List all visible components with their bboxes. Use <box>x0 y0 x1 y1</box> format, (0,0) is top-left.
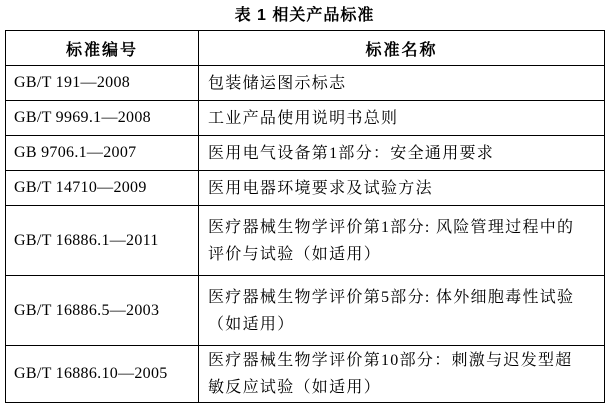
standard-code-cell: GB/T 14710—2009 <box>6 171 199 206</box>
table-row <box>6 346 605 403</box>
standard-name-cell: 医疗器械生物学评价第5部分: 体外细胞毒性试验 （如适用） <box>199 276 605 346</box>
table-row <box>6 276 605 346</box>
table-row <box>6 206 605 276</box>
standard-code-cell: GB 9706.1—2007 <box>6 136 199 171</box>
standard-code-cell: GB/T 191—2008 <box>6 66 199 101</box>
table-title: 表 1 相关产品标准 <box>234 7 375 24</box>
table-row <box>6 66 605 101</box>
table-body <box>6 66 605 403</box>
standard-name-cell: 医疗器械生物学评价第10部分：刺激与迟发型超 敏反应试验（如适用） <box>199 346 605 403</box>
standard-code-cell: GB/T 16886.1—2011 <box>6 206 199 276</box>
column-header-standard-name: 标准名称 <box>199 31 605 66</box>
table-row <box>6 136 605 171</box>
standard-name-cell: 工业产品使用说明书总则 <box>199 101 605 136</box>
column-header-standard-code: 标准编号 <box>6 31 199 66</box>
standard-name-cell: 医疗器械生物学评价第1部分: 风险管理过程中的 评价与试验（如适用） <box>199 206 605 276</box>
table-row <box>6 101 605 136</box>
standard-code-cell: GB/T 16886.5—2003 <box>6 276 199 346</box>
standard-name-cell: 医用电器环境要求及试验方法 <box>199 171 605 206</box>
table-row <box>6 171 605 206</box>
standard-name-cell: 医用电气设备第1部分：安全通用要求 <box>199 136 605 171</box>
standard-code-cell: GB/T 9969.1—2008 <box>6 101 199 136</box>
standards-table <box>5 30 605 403</box>
standard-code-cell: GB/T 16886.10—2005 <box>6 346 199 403</box>
standard-name-cell: 包装储运图示标志 <box>199 66 605 101</box>
header-row <box>6 31 605 66</box>
